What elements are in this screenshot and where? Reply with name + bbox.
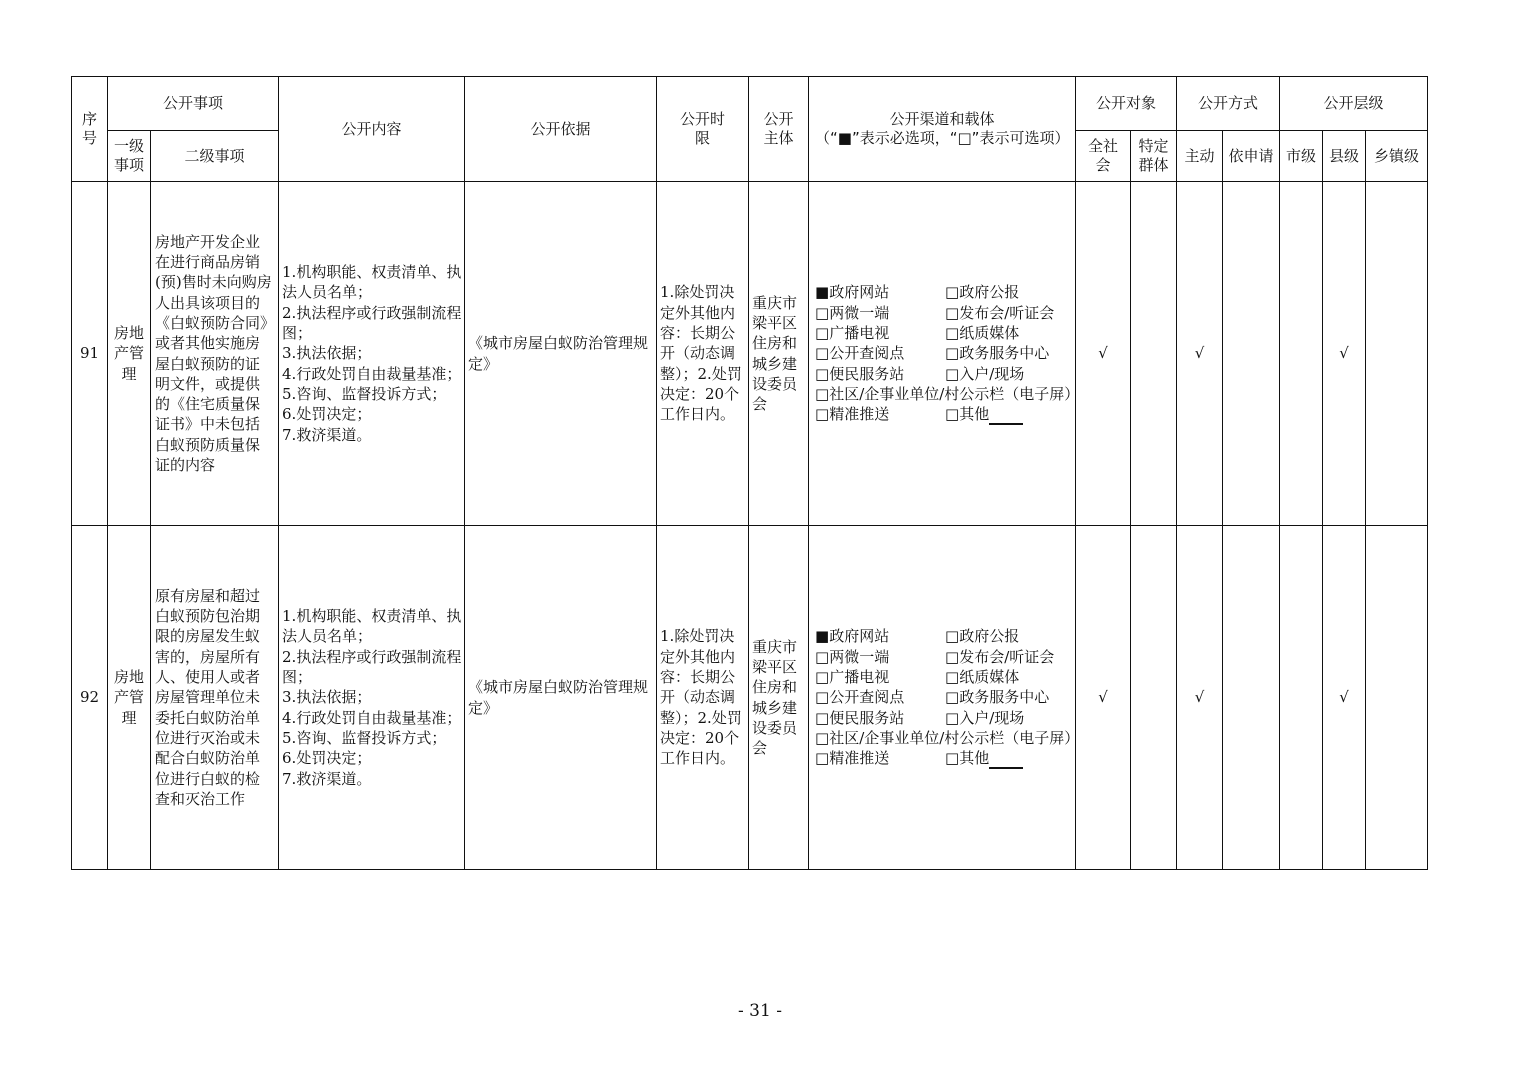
content-line: 5.咨询、监督投诉方式； — [282, 728, 447, 747]
content-line: 3.执法依据； — [282, 344, 372, 363]
row-level-city — [1280, 526, 1323, 870]
header-level1 — [108, 131, 151, 182]
row-level-town — [1366, 526, 1428, 870]
header-seq: 序号 — [72, 77, 108, 182]
content-line: 6.处罚决定； — [282, 405, 372, 424]
header-target-specific — [1131, 131, 1177, 182]
channel-other — [945, 404, 1075, 424]
channel-gov-website: ■政府网站 — [815, 627, 890, 646]
header-channel — [809, 77, 1076, 182]
header-basis: 公开依据 — [465, 77, 657, 182]
row-level2: 房地产开发企业在进行商品房销(预)售时未向购房人出具该项目的《白蚁预防合同》或者其他实施房屋白蚁预防的证明文件，或提供的《住宅质量保证书》中未包括白蚁预防质量保证的内容 — [151, 182, 279, 526]
channel-wechat-weibo-app: □两微一端 — [815, 303, 890, 322]
header-time-limit-text: 公开时限 — [680, 110, 726, 147]
header-row-1 — [72, 77, 1428, 131]
disclosure-table — [71, 76, 1428, 870]
content-line: 7.救济渠道。 — [282, 769, 372, 788]
page-number: - 31 - — [738, 1001, 782, 1021]
header-level-county: 县级 — [1323, 131, 1366, 182]
channel-other — [945, 748, 1075, 768]
row-level-town — [1366, 182, 1428, 526]
channel-broadcast-tv: □广播电视 — [815, 668, 890, 687]
row-basis: 《城市房屋白蚁防治管理规定》 — [465, 526, 657, 870]
row-level-city — [1280, 182, 1323, 526]
header-subject — [749, 77, 809, 182]
table-row — [72, 526, 1428, 870]
row-subject: 重庆市梁平区住房和城乡建设委员会 — [749, 526, 809, 870]
row-time-limit: 1.除处罚决定外其他内容：长期公开（动态调整）；2.处罚决定：20个工作日内。 — [657, 182, 749, 526]
channel-bulletin-board: □社区/企事业单位/村公示栏（电子屏） — [815, 728, 1080, 747]
channel-service-center: □政务服务中心 — [945, 688, 1050, 707]
channel-print-media: □纸质媒体 — [945, 324, 1020, 343]
table-row — [72, 182, 1428, 526]
channel-print-media: □纸质媒体 — [945, 668, 1020, 687]
blank-line — [989, 753, 1023, 769]
row-level2: 原有房屋和超过白蚁预防包治期限的房屋发生蚁害的，房屋所有人、使用人或者房屋管理单位未委托白蚁防治单位进行灭治或未配合白蚁防治单位进行白蚁的检查和灭治工作 — [151, 526, 279, 870]
row-level-county: √ — [1323, 526, 1366, 870]
channel-door-to-door: □入户/现场 — [945, 708, 1025, 727]
channel-press-hearing: □发布会/听证会 — [945, 303, 1055, 322]
row-mode-request — [1223, 526, 1280, 870]
channel-other-label: □其他 — [945, 405, 990, 424]
header-level1-text: 一级事项 — [113, 137, 144, 174]
header-target-all-text: 全社会 — [1088, 137, 1119, 174]
channel-public-reading-point: □公开查阅点 — [815, 688, 905, 707]
row-mode-active: √ — [1177, 526, 1223, 870]
channel-broadcast-tv: □广播电视 — [815, 324, 890, 343]
row-level1 — [108, 182, 151, 526]
row-time-limit: 1.除处罚决定外其他内容：长期公开（动态调整）；2.处罚决定：20个工作日内。 — [657, 526, 749, 870]
row-target-all: √ — [1076, 526, 1131, 870]
channel-other-label: □其他 — [945, 749, 990, 768]
header-mode: 公开方式 — [1177, 77, 1280, 131]
content-line: 2.执法程序或行政强制流程图； — [282, 647, 462, 687]
row-target-all: √ — [1076, 182, 1131, 526]
content-line: 6.处罚决定； — [282, 749, 372, 768]
content-line: 4.行政处罚自由裁量基准； — [282, 364, 462, 383]
header-channel-title: 公开渠道和载体 — [889, 110, 995, 128]
row-level1 — [108, 526, 151, 870]
row-content — [279, 182, 465, 526]
header-subject-text: 公开主体 — [763, 110, 794, 147]
content-line: 2.执法程序或行政强制流程图； — [282, 303, 462, 343]
header-item: 公开事项 — [108, 77, 279, 131]
content-line: 1.机构职能、权责清单、执法人员名单； — [282, 607, 462, 646]
content-line: 4.行政处罚自由裁量基准； — [282, 708, 462, 727]
header-level-city: 市级 — [1280, 131, 1323, 182]
channel-press-hearing: □发布会/听证会 — [945, 647, 1055, 666]
channel-service-center: □政务服务中心 — [945, 344, 1050, 363]
row-basis: 《城市房屋白蚁防治管理规定》 — [465, 182, 657, 526]
header-channel-note: （“■”表示必选项，“□”表示可选项） — [815, 129, 1070, 147]
header-level2: 二级事项 — [151, 131, 279, 182]
channel-precise-push: □精准推送 — [815, 749, 890, 768]
content-line: 1.机构职能、权责清单、执法人员名单； — [282, 263, 462, 302]
header-content: 公开内容 — [279, 77, 465, 182]
row-subject: 重庆市梁平区住房和城乡建设委员会 — [749, 182, 809, 526]
header-mode-active: 主动 — [1177, 131, 1223, 182]
row-mode-active: √ — [1177, 182, 1223, 526]
header-target-all — [1076, 131, 1131, 182]
channel-gov-website: ■政府网站 — [815, 283, 890, 302]
row-target-specific — [1131, 182, 1177, 526]
row-channels — [809, 526, 1080, 870]
header-time-limit — [657, 77, 749, 182]
row-level1-text: 房地产管理 — [113, 668, 144, 727]
row-level-county: √ — [1323, 182, 1366, 526]
channel-bulletin-board: □社区/企事业单位/村公示栏（电子屏） — [815, 384, 1080, 403]
content-line: 5.咨询、监督投诉方式； — [282, 384, 447, 403]
channel-gov-gazette: □政府公报 — [945, 627, 1020, 646]
row-target-specific — [1131, 526, 1177, 870]
channel-gov-gazette: □政府公报 — [945, 283, 1020, 302]
row-seq: 92 — [72, 526, 108, 870]
channel-door-to-door: □入户/现场 — [945, 364, 1025, 383]
row-level1-text: 房地产管理 — [113, 324, 144, 383]
header-mode-request: 依申请 — [1223, 131, 1280, 182]
channel-public-reading-point: □公开查阅点 — [815, 344, 905, 363]
row-mode-request — [1223, 182, 1280, 526]
content-line: 7.救济渠道。 — [282, 425, 372, 444]
header-level-town: 乡镇级 — [1366, 131, 1428, 182]
blank-line — [989, 409, 1023, 425]
header-level: 公开层级 — [1280, 77, 1428, 131]
channel-convenience-station: □便民服务站 — [815, 708, 905, 727]
content-line: 3.执法依据； — [282, 688, 372, 707]
channel-convenience-station: □便民服务站 — [815, 364, 905, 383]
header-target-specific-text: 特定群体 — [1138, 137, 1169, 174]
row-seq: 91 — [72, 182, 108, 526]
channel-precise-push: □精准推送 — [815, 405, 890, 424]
row-content — [279, 526, 465, 870]
channel-wechat-weibo-app: □两微一端 — [815, 647, 890, 666]
row-channels — [809, 182, 1080, 526]
header-target: 公开对象 — [1076, 77, 1177, 131]
